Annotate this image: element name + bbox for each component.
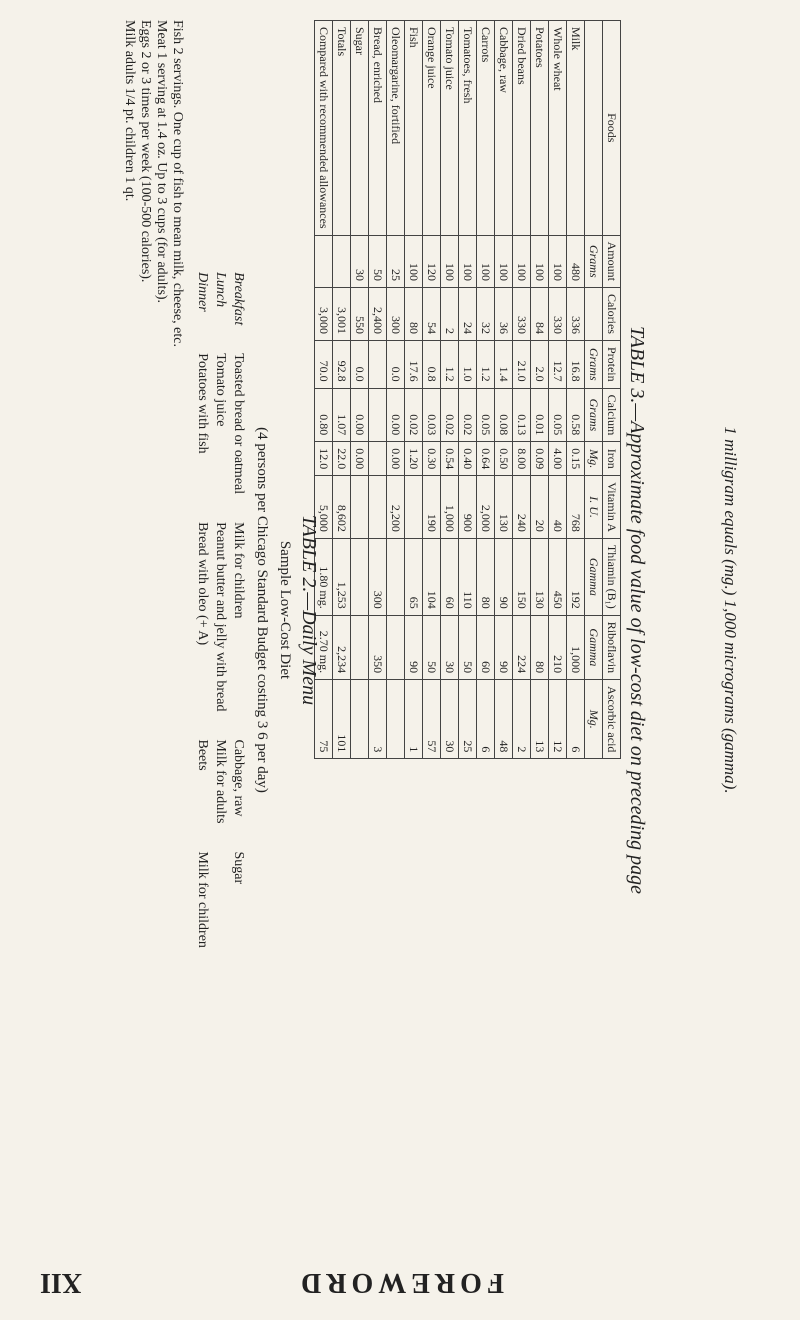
menu-item-cell: Milk for adults [213, 739, 228, 824]
daily-menu-subtitle2: (4 persons per Chicago Standard Budget costing 3 6 per day) [254, 427, 270, 793]
column-unit: I. U. [585, 476, 603, 539]
value-cell: 450 [549, 538, 567, 615]
value-cell: 100 [477, 235, 495, 287]
value-cell: 330 [549, 287, 567, 340]
table-row [405, 21, 423, 759]
food-value-table-title: TABLE 3.—Approximate food value of low-cost diet on preceding page [626, 325, 648, 895]
column-unit: Mg. [585, 442, 603, 476]
value-cell: 192 [567, 538, 585, 615]
value-cell: 150 [513, 538, 531, 615]
value-cell: 100 [495, 235, 513, 287]
value-cell: 100 [405, 235, 423, 287]
value-cell: 100 [531, 235, 549, 287]
food-value-table-block [314, 20, 648, 1200]
value-cell: 0.01 [531, 388, 549, 442]
value-cell: 0.08 [495, 388, 513, 442]
table-row [423, 21, 441, 759]
value-cell: 8.00 [513, 442, 531, 476]
value-cell: 0.80 [315, 388, 333, 442]
menu-item-cell: Bread with oleo (+ A) [195, 522, 210, 646]
food-name-cell: Potatoes [531, 21, 549, 236]
value-cell: 12 [549, 680, 567, 759]
value-cell: 57 [423, 680, 441, 759]
value-cell: 480 [567, 235, 585, 287]
table-row [369, 21, 387, 759]
food-name-cell: Compared with recommended allowances [315, 21, 333, 236]
menu-row [229, 258, 247, 962]
table-row [513, 21, 531, 759]
menu-note: Meat 1 serving at 1.4 oz. Up to 3 cups (for adults). [154, 20, 169, 304]
value-cell: 101 [333, 680, 351, 759]
column-header: Amount [603, 235, 621, 287]
value-cell: 92.8 [333, 340, 351, 388]
section-title: FOREWORD [296, 1267, 504, 1298]
menu-item-cell: Tomato juice [213, 353, 228, 427]
value-cell: 336 [567, 287, 585, 340]
value-cell: 0.00 [387, 388, 405, 442]
menu-item-cell: Toasted bread or oatmeal [231, 353, 246, 495]
value-cell: 36 [495, 287, 513, 340]
menu-row [211, 258, 229, 962]
column-unit: Grams [585, 235, 603, 287]
value-cell: 0.13 [513, 388, 531, 442]
value-cell: 6 [477, 680, 495, 759]
column-header: Vitamin A [603, 476, 621, 539]
value-cell: 0.0 [387, 340, 405, 388]
menu-item-cell [211, 837, 229, 961]
value-cell: 0.58 [567, 388, 585, 442]
table-units-row [585, 21, 603, 759]
value-cell [351, 538, 369, 615]
landscape-content [60, 20, 740, 1200]
food-name-cell: Oleomargarine, fortified [387, 21, 405, 236]
table-row [549, 21, 567, 759]
daily-menu-table [193, 258, 247, 962]
value-cell: 900 [459, 476, 477, 539]
column-unit [585, 21, 603, 236]
page-number: XII [40, 1267, 83, 1298]
menu-row [193, 258, 211, 962]
column-header: Calcium [603, 388, 621, 442]
value-cell: 4.00 [549, 442, 567, 476]
food-name-cell: Fish [405, 21, 423, 236]
value-cell: 54 [423, 287, 441, 340]
column-header: Riboflavin [603, 615, 621, 679]
menu-note: Milk adults 1/4 pt. children 1 qt. [122, 20, 137, 202]
value-cell: 1.0 [459, 340, 477, 388]
value-cell: 240 [513, 476, 531, 539]
daily-menu-subtitle: Sample Low-Cost Diet [277, 540, 293, 680]
value-cell: 550 [351, 287, 369, 340]
table-1-fragment [716, 20, 740, 1200]
value-cell: 48 [495, 680, 513, 759]
value-cell: 40 [549, 476, 567, 539]
value-cell: 0.50 [495, 442, 513, 476]
value-cell: 0.8 [423, 340, 441, 388]
value-cell: 80 [477, 538, 495, 615]
value-cell: 210 [549, 615, 567, 679]
value-cell: 0.00 [351, 388, 369, 442]
value-cell [369, 340, 387, 388]
menu-item-cell: Potatoes with fish [195, 353, 210, 454]
menu-item-cell: Cabbage, raw [231, 739, 246, 817]
value-cell: 130 [495, 476, 513, 539]
value-cell: 60 [477, 615, 495, 679]
value-cell [387, 680, 405, 759]
value-cell: 0.03 [423, 388, 441, 442]
value-cell: 1,000 [441, 476, 459, 539]
value-cell: 32 [477, 287, 495, 340]
value-cell: 110 [459, 538, 477, 615]
value-cell: 0.00 [387, 442, 405, 476]
value-cell: 190 [423, 476, 441, 539]
value-cell: 5,000 [315, 476, 333, 539]
column-header: Calories [603, 287, 621, 340]
value-cell: 90 [405, 615, 423, 679]
table-row [351, 21, 369, 759]
value-cell: 0.64 [477, 442, 495, 476]
column-header: Protein [603, 340, 621, 388]
value-cell: 25 [459, 680, 477, 759]
column-unit: Mg. [585, 680, 603, 759]
value-cell: 0.02 [405, 388, 423, 442]
value-cell: 2,400 [369, 287, 387, 340]
value-cell: 2 [441, 287, 459, 340]
meal-name-cell: Breakfast [231, 272, 246, 326]
menu-notes [121, 20, 185, 1200]
value-cell: 1.2 [477, 340, 495, 388]
value-cell [387, 615, 405, 679]
value-cell: 350 [369, 615, 387, 679]
meal-name-cell: Dinner [195, 272, 210, 312]
table-row [387, 21, 405, 759]
value-cell [351, 680, 369, 759]
menu-item-cell: Milk for children [231, 522, 246, 619]
value-cell: 104 [423, 538, 441, 615]
value-cell: 300 [369, 538, 387, 615]
column-unit: Grams [585, 340, 603, 388]
value-cell: 0.05 [549, 388, 567, 442]
value-cell: 330 [513, 287, 531, 340]
value-cell: 24 [459, 287, 477, 340]
value-cell: 50 [369, 235, 387, 287]
menu-note: Fish 2 servings. One cup of fish to mean milk, cheese, etc. [170, 20, 185, 347]
value-cell: 80 [405, 287, 423, 340]
value-cell: 1.80 mg. [315, 538, 333, 615]
value-cell: 12.7 [549, 340, 567, 388]
value-cell: 12.0 [315, 442, 333, 476]
value-cell: 130 [531, 538, 549, 615]
value-cell: 13 [531, 680, 549, 759]
value-cell [369, 476, 387, 539]
value-cell: 1.2 [441, 340, 459, 388]
value-cell: 100 [513, 235, 531, 287]
value-cell: 0.02 [459, 388, 477, 442]
food-name-cell: Cabbage, raw [495, 21, 513, 236]
value-cell [405, 476, 423, 539]
column-header: Ascorbic acid [603, 680, 621, 759]
value-cell: 17.6 [405, 340, 423, 388]
value-cell: 120 [423, 235, 441, 287]
value-cell: 100 [459, 235, 477, 287]
value-cell: 1,253 [333, 538, 351, 615]
menu-note: Eggs 2 or 3 times per week (100-500 calories). [138, 20, 153, 283]
table-row [567, 21, 585, 759]
column-unit [585, 287, 603, 340]
value-cell: 1.07 [333, 388, 351, 442]
value-cell: 300 [387, 287, 405, 340]
daily-menu-block [121, 20, 320, 1200]
value-cell: 50 [423, 615, 441, 679]
menu-item-cell: Milk for children [195, 851, 210, 948]
value-cell: 1.20 [405, 442, 423, 476]
value-cell: 100 [549, 235, 567, 287]
value-cell: 224 [513, 615, 531, 679]
value-cell: 21.0 [513, 340, 531, 388]
value-cell: 90 [495, 615, 513, 679]
table-row [333, 21, 351, 759]
value-cell: 30 [441, 680, 459, 759]
value-cell [387, 538, 405, 615]
value-cell: 1 [405, 680, 423, 759]
table-row [531, 21, 549, 759]
value-cell: 1,000 [567, 615, 585, 679]
value-cell: 25 [387, 235, 405, 287]
column-unit: Grams [585, 388, 603, 442]
table-1-title: 1 milligram equals (mg.) 1,000 micrograms (gamma). [721, 426, 740, 794]
value-cell: 0.02 [441, 388, 459, 442]
value-cell: 30 [441, 615, 459, 679]
value-cell: 20 [531, 476, 549, 539]
value-cell: 75 [315, 680, 333, 759]
value-cell: 30 [351, 235, 369, 287]
value-cell: 80 [531, 615, 549, 679]
food-name-cell: Carrots [477, 21, 495, 236]
table-body [315, 21, 585, 759]
value-cell: 0.54 [441, 442, 459, 476]
column-unit: Gamma [585, 538, 603, 615]
value-cell: 0.09 [531, 442, 549, 476]
value-cell [333, 235, 351, 287]
food-name-cell: Dried beans [513, 21, 531, 236]
food-name-cell: Tomatoes, fresh [459, 21, 477, 236]
table-row [477, 21, 495, 759]
value-cell: 6 [567, 680, 585, 759]
value-cell: 0.15 [567, 442, 585, 476]
food-name-cell: Whole wheat [549, 21, 567, 236]
daily-menu-title: TABLE 2.—Daily Menu [298, 514, 320, 706]
menu-item-cell: Peanut butter and jelly with bread [213, 522, 228, 712]
table-row [495, 21, 513, 759]
table-row [441, 21, 459, 759]
food-value-table [314, 20, 621, 759]
value-cell [351, 615, 369, 679]
value-cell: 22.0 [333, 442, 351, 476]
value-cell [369, 442, 387, 476]
value-cell: 84 [531, 287, 549, 340]
value-cell: 3 [369, 680, 387, 759]
value-cell: 768 [567, 476, 585, 539]
value-cell: 90 [495, 538, 513, 615]
value-cell: 0.30 [423, 442, 441, 476]
value-cell [351, 476, 369, 539]
value-cell: 50 [459, 615, 477, 679]
value-cell: 3,001 [333, 287, 351, 340]
value-cell: 65 [405, 538, 423, 615]
table-row [459, 21, 477, 759]
menu-item-cell: Sugar [231, 851, 246, 885]
food-name-cell: Sugar [351, 21, 369, 236]
column-unit: Gamma [585, 615, 603, 679]
value-cell: 0.0 [351, 340, 369, 388]
value-cell: 2,000 [477, 476, 495, 539]
value-cell: 0.00 [351, 442, 369, 476]
value-cell: 1.4 [495, 340, 513, 388]
food-name-cell: Tomato juice [441, 21, 459, 236]
meal-name-cell: Lunch [213, 272, 228, 308]
value-cell: 3,000 [315, 287, 333, 340]
value-cell [369, 388, 387, 442]
value-cell: 8,602 [333, 476, 351, 539]
value-cell: 100 [441, 235, 459, 287]
value-cell: 0.40 [459, 442, 477, 476]
value-cell: 2,234 [333, 615, 351, 679]
value-cell: 60 [441, 538, 459, 615]
food-name-cell: Milk [567, 21, 585, 236]
value-cell: 0.05 [477, 388, 495, 442]
value-cell: 2 [513, 680, 531, 759]
running-head [40, 1252, 760, 1312]
food-name-cell: Totals [333, 21, 351, 236]
food-name-cell: Orange juice [423, 21, 441, 236]
table-header-row [603, 21, 621, 759]
value-cell: 2,200 [387, 476, 405, 539]
column-header: Iron [603, 442, 621, 476]
column-header: Thiamin (B₁) [603, 538, 621, 615]
value-cell: 2.0 [531, 340, 549, 388]
value-cell: 16.8 [567, 340, 585, 388]
menu-item-cell: Beets [195, 739, 210, 771]
food-name-cell: Bread, enriched [369, 21, 387, 236]
column-header: Foods [603, 21, 621, 236]
value-cell: 2.70 mg. [315, 615, 333, 679]
value-cell: 70.0 [315, 340, 333, 388]
